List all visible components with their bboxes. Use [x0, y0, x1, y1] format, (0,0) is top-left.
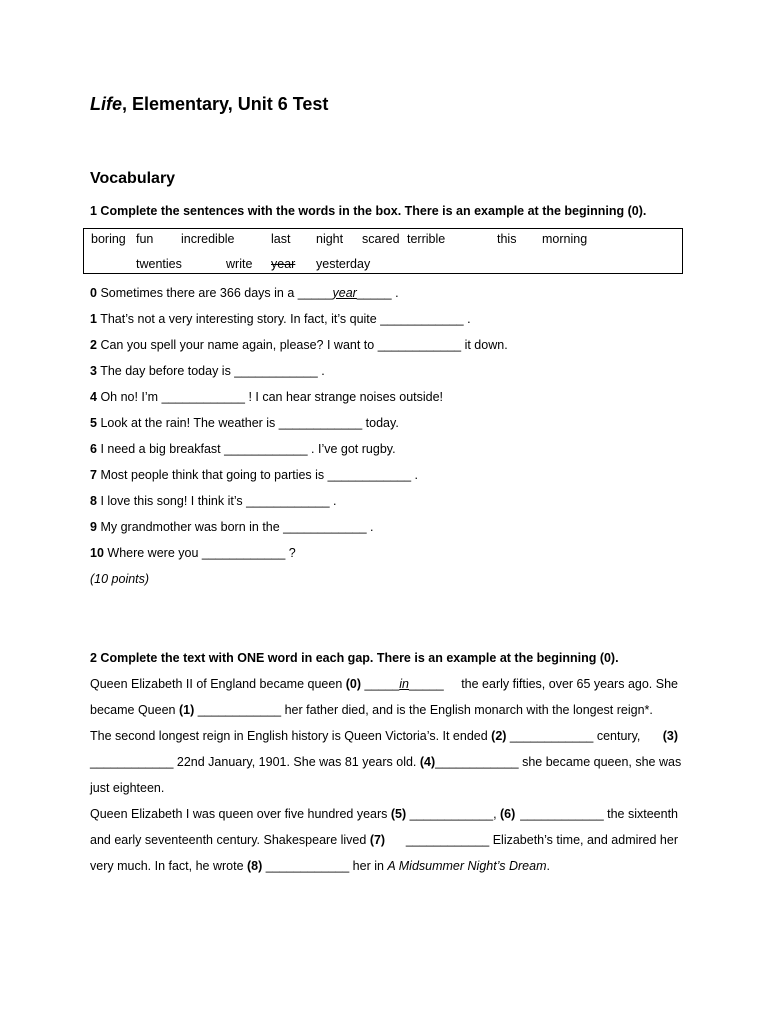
text-line-2 — [90, 703, 678, 717]
gap-number: (5) — [390, 807, 407, 821]
item-text: The day before today is ____________ . — [100, 364, 325, 378]
text-line-1 — [90, 677, 678, 691]
text-line-5 — [90, 781, 678, 795]
exercise-1-item-9 — [90, 520, 374, 534]
exercise-1-item-5 — [90, 416, 399, 430]
line-segment — [90, 677, 444, 691]
item-text: I need a big breakfast ____________ . I’ve got rugby. — [100, 442, 396, 456]
document-title — [90, 94, 328, 115]
gap-number: (7) — [369, 833, 386, 847]
exercise-1-item-1 — [90, 312, 471, 326]
exercise-1-item-7 — [90, 468, 418, 482]
exercise-1-item-10 — [90, 546, 296, 560]
box-word: this — [497, 232, 517, 246]
text-run: became Queen — [90, 703, 179, 717]
item-number: 7 — [90, 468, 97, 482]
line-segment — [90, 755, 435, 769]
text-line-3 — [90, 729, 678, 743]
text-run: ____________ she became queen, she was — [435, 755, 682, 769]
points-label: (10 points) — [90, 572, 150, 586]
box-word: write — [226, 257, 253, 271]
item-number: 10 — [90, 546, 104, 560]
item-text: Oh no! I’m ____________ ! I can hear strange noises outside! — [100, 390, 444, 404]
item-number: 5 — [90, 416, 97, 430]
item-number: 1 — [90, 312, 97, 326]
exercise-1-item-3 — [90, 364, 325, 378]
exercise-1-item-0 — [90, 286, 399, 300]
exercise-1-instruction: 1 Complete the sentences with the words in the box. There is an example at the beginning (0). — [90, 204, 647, 218]
text-run: ____________ the sixteenth — [520, 807, 678, 821]
line-segment — [90, 729, 640, 743]
box-word: yesterday — [316, 257, 371, 271]
item-number: 6 — [90, 442, 97, 456]
box-word: boring — [91, 232, 126, 246]
box-word: night — [316, 232, 344, 246]
text-run: very much. In fact, he wrote — [90, 859, 248, 873]
text-run: ____________ Elizabeth’s time, and admired her — [405, 833, 678, 847]
item-number: 2 — [90, 338, 97, 352]
gap-line: _____ — [409, 677, 444, 691]
item-text: Most people think that going to parties is ____________ . — [100, 468, 419, 482]
box-word: last — [271, 232, 291, 246]
gap-line: _____ — [361, 677, 400, 691]
item-text: My grandmother was born in the ____________ . — [100, 520, 374, 534]
text-line-4 — [90, 755, 682, 769]
gap-line: _____ — [356, 286, 392, 300]
box-word: incredible — [181, 232, 235, 246]
gap-number: (4) — [419, 755, 436, 769]
item-text: Can you spell your name again, please? I want to ____________ it down. — [100, 338, 508, 352]
exercise-1-item-2 — [90, 338, 508, 352]
box-word: morning — [542, 232, 588, 246]
box-word: twenties — [136, 257, 182, 271]
item-text: . — [391, 286, 399, 300]
text-run: Queen Elizabeth II of England became queen — [90, 677, 346, 691]
gap-number: (2) — [491, 729, 507, 743]
text-run: ____________ century, — [506, 729, 641, 743]
item-text: I love this song! I think it’s ____________ . — [100, 494, 337, 508]
text-run: ____________ her father died, and is the English monarch with the longest reign*. — [194, 703, 653, 717]
exercise-1-item-6 — [90, 442, 396, 456]
item-number: 4 — [90, 390, 97, 404]
gap-number: (0) — [345, 677, 362, 691]
text-run: the early fifties, over 65 years ago. She — [461, 677, 678, 691]
box-word: terrible — [407, 232, 446, 246]
text-run: Queen Elizabeth I was queen over five hundred years — [90, 807, 391, 821]
line-segment — [90, 833, 385, 847]
title-italic: Life — [90, 94, 123, 114]
example-answer: year — [332, 286, 357, 300]
item-number: 9 — [90, 520, 97, 534]
text-run: and early seventeenth century. Shakespeare lived — [90, 833, 370, 847]
box-word-crossed-out: year — [271, 257, 296, 271]
text-run: ____________ 22nd January, 1901. She was 81 years old. — [90, 755, 420, 769]
box-word: fun — [136, 232, 154, 246]
text-run: ____________, — [406, 807, 501, 821]
exercise-1-item-4 — [90, 390, 443, 404]
section-heading-vocabulary: Vocabulary — [90, 170, 176, 187]
text-run: The second longest reign in English history is Queen Victoria’s. It ended — [90, 729, 492, 743]
exercise-1-item-8 — [90, 494, 336, 508]
item-text: That’s not a very interesting story. In fact, it’s quite ____________ . — [100, 312, 471, 326]
gap-number: (6) — [500, 807, 516, 821]
item-text: Where were you ____________ ? — [107, 546, 296, 560]
text-line-8 — [90, 859, 678, 873]
item-number: 0 — [90, 286, 97, 300]
text-run: just eighteen. — [90, 781, 165, 795]
line-segment — [90, 807, 515, 821]
title-rest: , Elementary, Unit 6 Test — [122, 94, 329, 114]
gap-number: (1) — [178, 703, 195, 717]
text-run: . — [546, 859, 550, 873]
text-line-6 — [90, 807, 678, 821]
gap-number: (3) — [662, 729, 678, 743]
gap-number: (8) — [247, 859, 263, 873]
word-box — [83, 228, 683, 274]
text-line-7 — [90, 833, 678, 847]
text-run: ____________ her in — [262, 859, 388, 873]
exercise-2-instruction: 2 Complete the text with ONE word in each gap. There is an example at the beginning (0). — [90, 651, 619, 665]
gap-line: _____ — [297, 286, 333, 300]
example-answer: in — [399, 677, 409, 691]
play-title: A Midsummer Night’s Dream — [387, 859, 547, 873]
item-number: 8 — [90, 494, 97, 508]
item-text: Sometimes there are 366 days in a — [100, 286, 298, 300]
box-word: scared — [362, 232, 400, 246]
item-text: Look at the rain! The weather is ____________ today. — [100, 416, 399, 430]
item-number: 3 — [90, 364, 97, 378]
